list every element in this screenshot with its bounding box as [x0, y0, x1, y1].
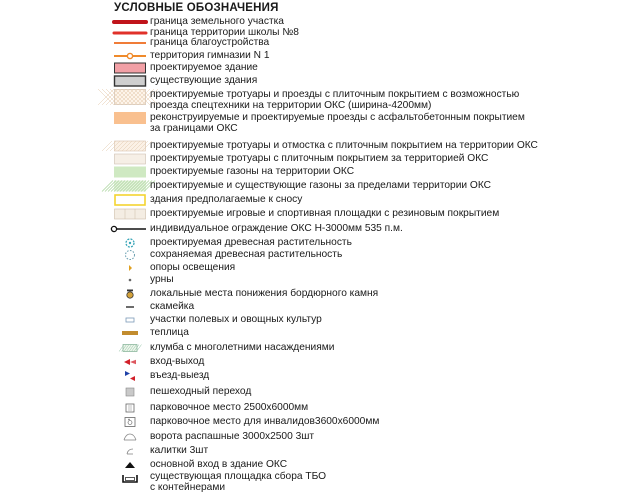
legend-item-label: вход-выход [150, 356, 205, 367]
legend-item-label: существующие здания [150, 75, 258, 86]
bench-icon [114, 301, 146, 313]
green-lawn-icon [114, 166, 146, 178]
hatched-green-lawn-icon [114, 180, 146, 192]
cross-hatch-tile-icon [114, 89, 146, 101]
legend-item-label: проектируемые тротуары и проезды с плиточным покрытием с возможностью [150, 89, 520, 100]
legend-item-label: граница благоустройства [150, 37, 270, 48]
legend-item-label: проектируемые тротуары и отмостка с плиточным покрытием на территории ОКС [150, 140, 538, 151]
legend-item-label: здания предполагаемые к сносу [150, 194, 303, 205]
legend-item-label: основной вход в здание ОКС [150, 459, 288, 470]
yellow-outline-box-icon [114, 194, 146, 206]
greenhouse-icon [114, 327, 146, 339]
gray-box-icon [114, 75, 146, 87]
orange-asphalt-icon [114, 112, 146, 124]
thin-red-line-icon [114, 37, 146, 49]
legend-item-label: урны [150, 274, 174, 285]
legend-item-label: проектируемые тротуары с плиточным покрытием за территорией ОКС [150, 153, 489, 164]
swing-gate-icon [114, 431, 146, 443]
orange-line-with-circle-icon [114, 50, 146, 62]
legend-item-label: калитки 3шт [150, 445, 209, 456]
legend-item-label: граница земельного участка [150, 16, 284, 27]
light-tile-icon [114, 153, 146, 165]
lamp-icon [114, 262, 146, 274]
entry-exit-arrow-icon [114, 356, 146, 368]
legend-item-label: индивидуальное ограждение ОКС Н-3000мм 535 п.м. [150, 223, 403, 234]
legend-item-label: теплица [150, 327, 189, 338]
legend-item-label: въезд-выезд [150, 370, 210, 381]
legend-item-label: сохраняемая древесная растительность [150, 249, 343, 260]
drive-entry-arrow-icon [114, 370, 146, 382]
legend-item-label: проектируемые газоны на территории ОКС [150, 166, 355, 177]
legend-item-label: локальные места понижения бордюрного камня [150, 288, 379, 299]
legend-item-label: территория гимназии N 1 [150, 50, 270, 61]
fence-line-icon [114, 223, 146, 235]
legend-item-label: парковочное место для инвалидов3600х6000мм [150, 416, 380, 427]
playground-tile-icon [114, 208, 146, 220]
legend-item-label: парковочное место 2500х6000мм [150, 402, 309, 413]
legend-item-label: ворота распашные 3000х2500 3шт [150, 431, 315, 442]
legend-item-label-line2: за границами ОКС [150, 123, 238, 134]
main-entrance-triangle-icon [114, 459, 146, 471]
parking-icon [114, 402, 146, 414]
flowerbed-icon [114, 342, 146, 354]
legend-item-label: реконструируемые и проектируемые проезды с асфальтобетонным покрытием [150, 112, 525, 123]
dashed-tree-icon [114, 249, 146, 261]
urn-icon [114, 274, 146, 286]
legend-item-label: существующая площадка сбора ТБО [150, 471, 327, 482]
legend-item-label: скамейка [150, 301, 195, 312]
legend-item-label: опоры освещения [150, 262, 236, 273]
pink-box-icon [114, 62, 146, 74]
legend-item-label: проектируемые игровые и спортивная площадки с резиновым покрытием [150, 208, 500, 219]
legend-item-label: участки полевых и овощных культур [150, 314, 322, 325]
legend-item-label: пешеходный переход [150, 386, 252, 397]
legend-title: УСЛОВНЫЕ ОБОЗНАЧЕНИЯ [114, 2, 279, 14]
legend-item-label-line2: проезда спецтехники на территории ОКС (ширина-4200мм) [150, 100, 432, 111]
legend-item-label: проектируемое здание [150, 62, 258, 73]
crosswalk-icon [114, 386, 146, 398]
teal-tree-icon [114, 237, 146, 249]
waste-site-icon [114, 471, 146, 483]
disabled-parking-icon [114, 416, 146, 428]
wicket-icon [114, 445, 146, 457]
legend-item-label: клумба с многолетними насаждениями [150, 342, 335, 353]
hatch-tile-icon [114, 140, 146, 152]
legend-item-label-line2: с контейнерами [150, 482, 226, 493]
legend-item-label: проектируемые и существующие газоны за пределами территории ОКС [150, 180, 492, 191]
curb-icon [114, 288, 146, 300]
legend-item-label: проектируемая древесная растительность [150, 237, 352, 248]
legend-item-label: граница территории школы №8 [150, 27, 299, 38]
field-plot-icon [114, 314, 146, 326]
